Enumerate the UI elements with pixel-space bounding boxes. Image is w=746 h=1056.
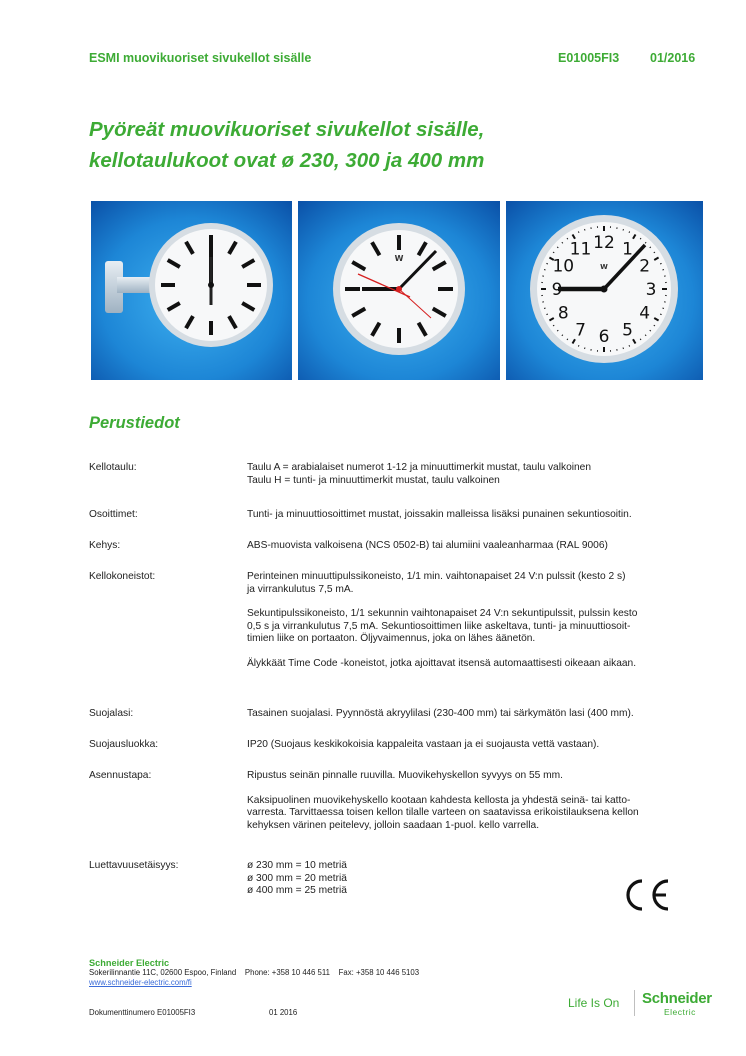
- clock-tick: [553, 252, 554, 253]
- clock-tick: [660, 314, 661, 315]
- clock-tick: [654, 252, 655, 253]
- clock-number: 12: [593, 233, 615, 253]
- clock-tick: [654, 325, 655, 326]
- spec-label: Suojalasi:: [89, 708, 134, 719]
- clock-tick: [629, 231, 630, 232]
- spec-value: Taulu A = arabialaiset numerot 1-12 ja minuuttimerkit mustat, taulu valkoinen Taulu H = tunti- ja minuuttimerkit mustat, taulu valkoinen: [247, 462, 592, 486]
- svg-text:CE: CE: [622, 878, 624, 879]
- footer-address-line: [89, 968, 419, 978]
- spec-label: Kehys:: [89, 540, 121, 551]
- spec-value: Tunti- ja minuuttiosoittimet mustat, joissakin malleissa lisäksi punainen sekuntiosoitin.: [247, 509, 632, 520]
- hour-hand: [210, 257, 213, 305]
- spec-value: ø 230 mm = 10 metriä ø 300 mm = 20 metriä ø 400 mm = 25 metriä: [247, 860, 347, 896]
- header-product-line: ESMI muovikuoriset sivukellot sisälle: [89, 51, 312, 65]
- header-doc-code: E01005FI3: [558, 51, 620, 65]
- page-title: [89, 114, 484, 176]
- photo-double-sided-clock: [91, 201, 292, 380]
- spec-label: Suojausluokka:: [89, 739, 159, 750]
- spec-value: IP20 (Suojaus keskikokoisia kappaleita vastaan ja ei suojausta vettä vastaan).: [247, 739, 600, 750]
- spec-value: Ripustus seinän pinnalle ruuvilla. Muovikehyskellon syvyys on 55 mm. Kaksipuolinen muovikehyskello kootaan kahdesta kellosta ja yhdestä seinä- tai katto- varresta. Tarvittaessa toisen kellon tilalle varteen on saatavissa erikoistilauksena kellon kehyksen värinen peitelevy, jolloin saadaan 1-puol. kello varrella.: [247, 770, 639, 831]
- clock-brand-mark: W: [600, 263, 608, 271]
- logo-separator: [634, 990, 635, 1016]
- clock-tick: [546, 314, 547, 315]
- header-doc-date: 01/2016: [650, 51, 696, 65]
- footer-doc-date: 01 2016: [269, 1008, 298, 1017]
- photo-clock-numeric-dial: [506, 201, 703, 380]
- logo-brand: Schneider: [642, 990, 712, 1007]
- footer-company-name: Schneider Electric: [89, 958, 170, 968]
- logo-tagline: Life Is On: [568, 996, 620, 1010]
- spec-label: Kellokoneistot:: [89, 571, 156, 582]
- clock-tick: [567, 238, 568, 239]
- section-title-basic-info: Perustiedot: [89, 414, 180, 432]
- clock-number: 1: [622, 239, 633, 260]
- clock-tick: [640, 339, 641, 340]
- clock-tick: [578, 345, 579, 346]
- product-photos: [91, 201, 703, 380]
- clock-number: 7: [575, 320, 586, 341]
- clock-number: 8: [557, 303, 569, 324]
- logo-sub: Electric: [664, 1007, 696, 1017]
- footer-phone: Phone: +358 10 446 511: [244, 968, 330, 977]
- ce-mark: [622, 878, 674, 917]
- spec-label: Luettavuusetäisyys:: [89, 860, 179, 871]
- clock-number: 2: [639, 256, 651, 277]
- footer-contact: [89, 958, 419, 988]
- clock-number: 11: [569, 239, 592, 260]
- footer-website-link[interactable]: www.schneider-electric.com/fi: [89, 978, 192, 987]
- footer-fax: Fax: +358 10 446 5103: [338, 968, 420, 977]
- clock-tick: [578, 231, 579, 232]
- clock-tick: [567, 339, 568, 340]
- spec-label: Kellotaulu:: [89, 462, 137, 473]
- clock-tick: [629, 345, 630, 346]
- clock-tick: [546, 263, 547, 264]
- spec-label: Asennustapa:: [89, 770, 152, 781]
- spec-label: Osoittimet:: [89, 509, 138, 520]
- title-line-1: Pyöreät muovikuoriset sivukellot sisälle,: [89, 118, 485, 141]
- clock-number: 4: [639, 303, 651, 324]
- clock-number: 9: [551, 280, 563, 300]
- clock-number: 5: [622, 320, 633, 341]
- photo-clock-second-hand: [298, 201, 500, 380]
- footer-doc-number: Dokumenttinumero E01005FI3: [89, 1008, 196, 1017]
- clock-number: 10: [552, 256, 575, 277]
- title-line-2: kellotaulukoot ovat ø 230, 300 ja 400 mm: [89, 149, 485, 172]
- footer-doc-info: [89, 1008, 298, 1017]
- footer-address: Sokerilinnantie 11C, 02600 Espoo, Finland: [89, 968, 237, 977]
- spec-value: Perinteinen minuuttipulssikoneisto, 1/1 min. vaihtonapaiset 24 V:n pulssit (kesto 2 s) ja virrankulutus 7,5 mA. Sekuntipulssikoneisto, 1/1 sekunnin vaihtonapaiset 24 V:n sekuntipulssit, pulssin kesto 0,5 s ja virrankulutus 7,5 mA. Sekuntiosoittimen liike askeltava, tunti- ja minuuttiosoit- timien liike on portaaton. Öljyvaimennus, joka on lähes äänetön. Älykkäät Time Code -koneistot, jotka ajoittavat itsensä automaattisesti oikeaan aikaan.: [247, 571, 638, 669]
- clock-number: 3: [645, 280, 657, 300]
- clock-number: 6: [598, 327, 610, 347]
- clock-tick: [660, 263, 661, 264]
- clock-brand-mark: W: [394, 254, 404, 263]
- clock-tick: [553, 325, 554, 326]
- schneider-electric-logo: [568, 990, 728, 1020]
- page-header: [89, 51, 702, 67]
- spec-value: ABS-muovista valkoisena (NCS 0502-B) tai alumiini vaaleanharmaa (RAL 9006): [247, 540, 608, 551]
- spec-value: Tasainen suojalasi. Pyynnöstä akryylilasi (230-400 mm) tai särkymätön lasi (400 mm).: [247, 708, 634, 719]
- clock-tick: [640, 238, 641, 239]
